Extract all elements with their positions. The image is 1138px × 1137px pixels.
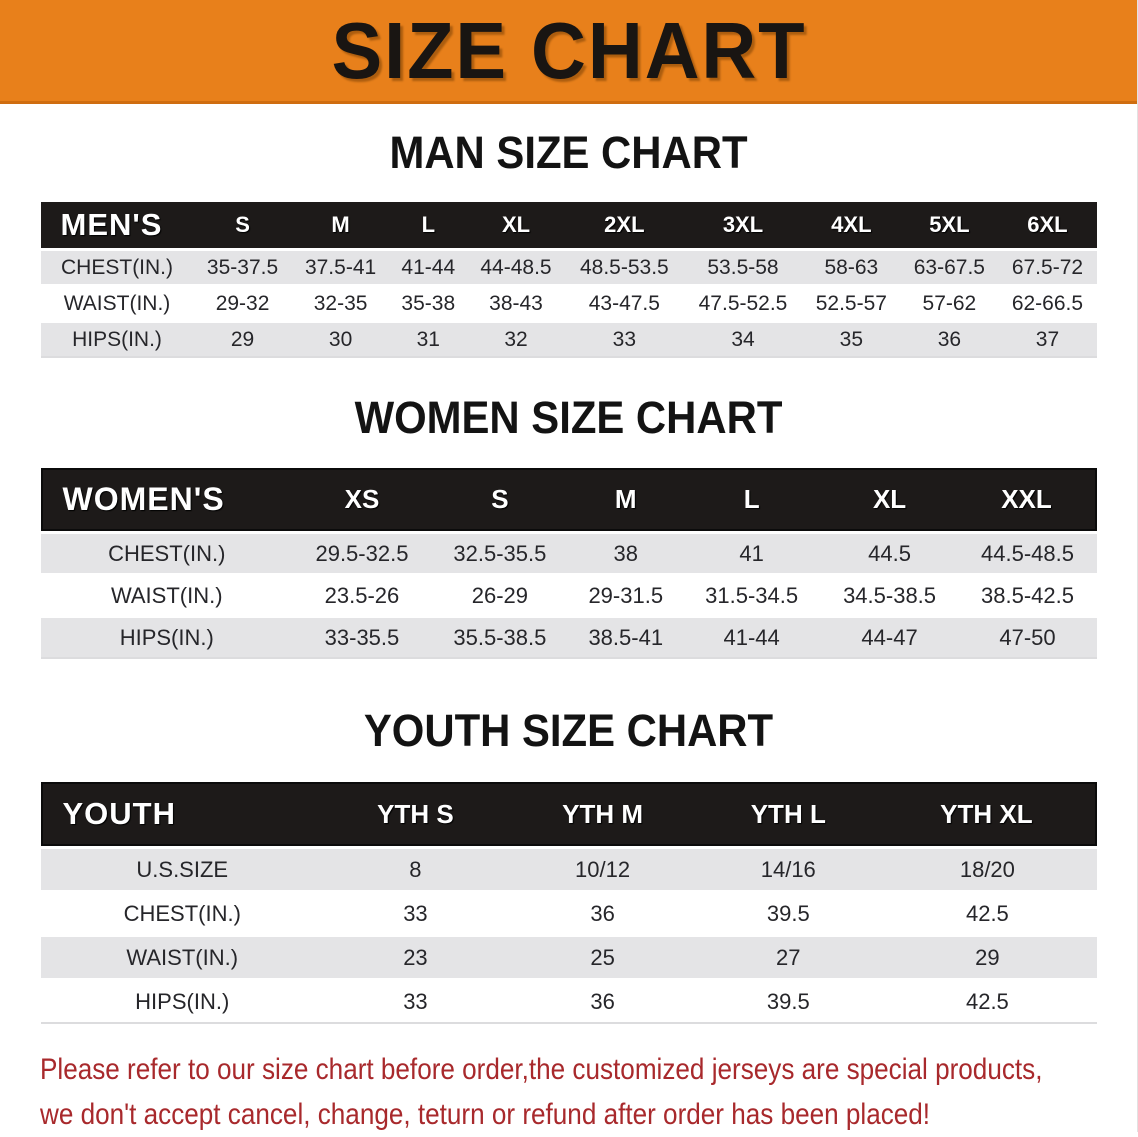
measurement-value: 52.5-57 bbox=[802, 287, 900, 320]
size-column-header: YTH S bbox=[324, 782, 507, 846]
group-label: MEN'S bbox=[41, 202, 194, 248]
measurement-value: 36 bbox=[900, 323, 998, 358]
measurement-value: 35-37.5 bbox=[194, 251, 292, 284]
measurement-value: 36 bbox=[507, 981, 698, 1024]
size-table-header-row bbox=[41, 202, 1097, 248]
measurement-value: 41-44 bbox=[390, 251, 467, 284]
measurement-row-label: HIPS(IN.) bbox=[41, 981, 324, 1024]
measurement-value: 53.5-58 bbox=[684, 251, 803, 284]
measurement-value: 29.5-32.5 bbox=[293, 534, 431, 573]
measurement-value: 44.5-48.5 bbox=[959, 534, 1097, 573]
measurement-value: 35.5-38.5 bbox=[431, 618, 569, 659]
size-column-header: 6XL bbox=[998, 202, 1096, 248]
youth-section-heading: YOUTH SIZE CHART bbox=[363, 705, 774, 756]
size-column-header: L bbox=[683, 468, 821, 531]
youth-size-section bbox=[0, 706, 1137, 1027]
measurement-value: 44-48.5 bbox=[467, 251, 565, 284]
measurement-value: 47.5-52.5 bbox=[684, 287, 803, 320]
order-policy-note-line: Please refer to our size chart before order,the customized jerseys are special products, bbox=[40, 1053, 1043, 1086]
measurement-value: 44-47 bbox=[821, 618, 959, 659]
measurement-value: 23 bbox=[324, 937, 507, 978]
measurement-value: 47-50 bbox=[959, 618, 1097, 659]
women-size-section bbox=[0, 393, 1137, 662]
measurement-row-label: U.S.SIZE bbox=[41, 849, 324, 890]
size-column-header: YTH M bbox=[507, 782, 698, 846]
size-column-header: L bbox=[390, 202, 467, 248]
measurement-value: 38.5-41 bbox=[569, 618, 683, 659]
banner-title: SIZE CHART bbox=[331, 5, 806, 95]
order-policy-note-line: we don't accept cancel, change, teturn or refund after order has been placed! bbox=[40, 1098, 931, 1131]
size-column-header: YTH L bbox=[698, 782, 878, 846]
size-column-header: 4XL bbox=[802, 202, 900, 248]
measurement-row bbox=[41, 576, 1097, 615]
measurement-value: 23.5-26 bbox=[293, 576, 431, 615]
measurement-value: 48.5-53.5 bbox=[565, 251, 684, 284]
measurement-value: 38.5-42.5 bbox=[959, 576, 1097, 615]
measurement-row bbox=[41, 251, 1097, 284]
size-column-header: YTH XL bbox=[878, 782, 1096, 846]
size-chart-banner bbox=[0, 0, 1137, 104]
measurement-value: 31.5-34.5 bbox=[683, 576, 821, 615]
size-column-header: XL bbox=[467, 202, 565, 248]
measurement-row bbox=[41, 849, 1097, 890]
men-size-table bbox=[41, 199, 1097, 361]
men-section-heading: MAN SIZE CHART bbox=[389, 127, 748, 178]
measurement-value: 63-67.5 bbox=[900, 251, 998, 284]
measurement-value: 58-63 bbox=[802, 251, 900, 284]
women-size-table bbox=[41, 465, 1097, 662]
measurement-value: 44.5 bbox=[821, 534, 959, 573]
size-column-header: M bbox=[292, 202, 390, 248]
measurement-value: 35 bbox=[802, 323, 900, 358]
measurement-value: 39.5 bbox=[698, 893, 878, 934]
measurement-value: 25 bbox=[507, 937, 698, 978]
measurement-value: 32 bbox=[467, 323, 565, 358]
measurement-value: 33-35.5 bbox=[293, 618, 431, 659]
measurement-value: 33 bbox=[324, 893, 507, 934]
measurement-row-label: HIPS(IN.) bbox=[41, 323, 194, 358]
measurement-row bbox=[41, 618, 1097, 659]
size-column-header: XS bbox=[293, 468, 431, 531]
size-column-header: XL bbox=[821, 468, 959, 531]
group-label: WOMEN'S bbox=[41, 468, 294, 531]
size-column-header: 3XL bbox=[684, 202, 803, 248]
measurement-value: 34 bbox=[684, 323, 803, 358]
size-table-header-row bbox=[41, 782, 1097, 846]
size-column-header: 5XL bbox=[900, 202, 998, 248]
men-size-section bbox=[0, 128, 1137, 361]
measurement-value: 10/12 bbox=[507, 849, 698, 890]
size-column-header: S bbox=[194, 202, 292, 248]
group-label: YOUTH bbox=[41, 782, 324, 846]
measurement-value: 29-31.5 bbox=[569, 576, 683, 615]
size-column-header: XXL bbox=[959, 468, 1097, 531]
measurement-value: 32-35 bbox=[292, 287, 390, 320]
measurement-value: 41 bbox=[683, 534, 821, 573]
measurement-value: 31 bbox=[390, 323, 467, 358]
measurement-value: 37.5-41 bbox=[292, 251, 390, 284]
size-column-header: M bbox=[569, 468, 683, 531]
measurement-row bbox=[41, 981, 1097, 1024]
measurement-value: 8 bbox=[324, 849, 507, 890]
measurement-value: 26-29 bbox=[431, 576, 569, 615]
size-column-header: 2XL bbox=[565, 202, 684, 248]
size-column-header: S bbox=[431, 468, 569, 531]
measurement-row bbox=[41, 323, 1097, 358]
measurement-row-label: HIPS(IN.) bbox=[41, 618, 294, 659]
measurement-value: 38 bbox=[569, 534, 683, 573]
measurement-value: 33 bbox=[324, 981, 507, 1024]
measurement-value: 41-44 bbox=[683, 618, 821, 659]
measurement-row-label: WAIST(IN.) bbox=[41, 287, 194, 320]
measurement-value: 34.5-38.5 bbox=[821, 576, 959, 615]
order-policy-note bbox=[40, 1047, 1137, 1137]
measurement-value: 57-62 bbox=[900, 287, 998, 320]
measurement-value: 29 bbox=[194, 323, 292, 358]
measurement-value: 36 bbox=[507, 893, 698, 934]
measurement-row bbox=[41, 534, 1097, 573]
measurement-value: 62-66.5 bbox=[998, 287, 1096, 320]
measurement-value: 35-38 bbox=[390, 287, 467, 320]
measurement-row-label: CHEST(IN.) bbox=[41, 893, 324, 934]
measurement-value: 14/16 bbox=[698, 849, 878, 890]
youth-size-table bbox=[41, 779, 1097, 1027]
measurement-value: 27 bbox=[698, 937, 878, 978]
measurement-row-label: WAIST(IN.) bbox=[41, 937, 324, 978]
women-section-heading: WOMEN SIZE CHART bbox=[354, 392, 783, 443]
measurement-value: 30 bbox=[292, 323, 390, 358]
measurement-value: 43-47.5 bbox=[565, 287, 684, 320]
measurement-row bbox=[41, 937, 1097, 978]
measurement-value: 42.5 bbox=[878, 893, 1096, 934]
measurement-row-label: CHEST(IN.) bbox=[41, 251, 194, 284]
measurement-row-label: WAIST(IN.) bbox=[41, 576, 294, 615]
measurement-value: 38-43 bbox=[467, 287, 565, 320]
measurement-value: 39.5 bbox=[698, 981, 878, 1024]
measurement-value: 18/20 bbox=[878, 849, 1096, 890]
measurement-value: 29-32 bbox=[194, 287, 292, 320]
measurement-value: 42.5 bbox=[878, 981, 1096, 1024]
measurement-value: 32.5-35.5 bbox=[431, 534, 569, 573]
measurement-row bbox=[41, 893, 1097, 934]
measurement-value: 67.5-72 bbox=[998, 251, 1096, 284]
measurement-row-label: CHEST(IN.) bbox=[41, 534, 294, 573]
measurement-value: 29 bbox=[878, 937, 1096, 978]
size-table-header-row bbox=[41, 468, 1097, 531]
measurement-value: 33 bbox=[565, 323, 684, 358]
measurement-value: 37 bbox=[998, 323, 1096, 358]
measurement-row bbox=[41, 287, 1097, 320]
